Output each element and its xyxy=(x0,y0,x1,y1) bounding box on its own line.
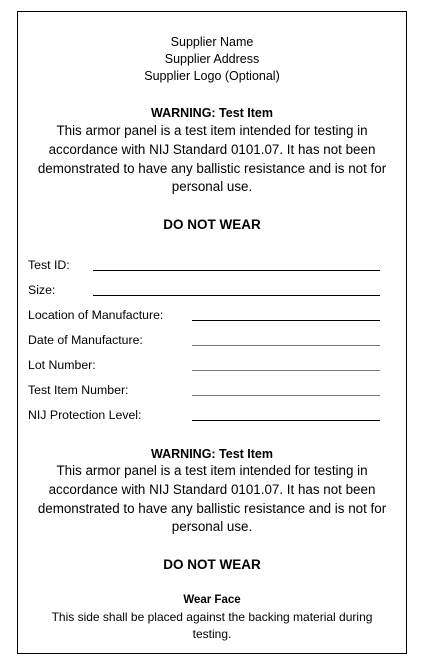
field-label: Date of Manufacture: xyxy=(28,333,143,347)
field-blank-line xyxy=(192,420,380,421)
field-size xyxy=(28,282,383,300)
test-item-label xyxy=(17,11,407,654)
wear-face-title: Wear Face xyxy=(183,594,241,606)
field-blank-line xyxy=(192,395,380,396)
field-location-of-manufacture xyxy=(28,307,383,325)
field-label: Lot Number: xyxy=(28,358,96,372)
do-not-wear-bottom: DO NOT WEAR xyxy=(163,557,261,572)
field-label: NIJ Protection Level: xyxy=(28,408,142,422)
supplier-address: Supplier Address xyxy=(164,52,260,66)
field-label: Test Item Number: xyxy=(28,383,129,397)
field-lot-number xyxy=(28,357,383,375)
field-test-item-number xyxy=(28,382,383,400)
field-label: Test ID: xyxy=(28,258,70,272)
do-not-wear-top: DO NOT WEAR xyxy=(163,217,261,232)
supplier-info xyxy=(18,34,406,85)
warning-title-top: WARNING: Test Item xyxy=(151,106,273,120)
warning-body-top: This armor panel is a test item intended for testing in accordance with NIJ Standard 0101.07. It has not been demonstrated to have any ballistic resistance and is not for personal use. xyxy=(37,123,387,195)
field-blank-line xyxy=(192,370,380,371)
supplier-name: Supplier Name xyxy=(170,35,254,49)
wear-face-body: This side shall be placed against the backing material during testing. xyxy=(51,610,373,641)
warning-body-bottom: This armor panel is a test item intended for testing in accordance with NIJ Standard 0101.07. It has not been demonstrated to have any ballistic resistance and is not for personal use. xyxy=(37,463,387,535)
field-test-id xyxy=(28,257,383,275)
field-blank-line xyxy=(192,345,380,346)
field-label: Size: xyxy=(28,283,56,297)
warning-title-bottom: WARNING: Test Item xyxy=(151,447,273,461)
supplier-logo: Supplier Logo (Optional) xyxy=(144,69,280,83)
field-nij-protection-level xyxy=(28,407,383,425)
field-blank-line xyxy=(93,270,380,271)
field-date-of-manufacture xyxy=(28,332,383,350)
field-blank-line xyxy=(93,295,380,296)
field-label: Location of Manufacture: xyxy=(28,308,164,322)
field-blank-line xyxy=(192,320,380,321)
